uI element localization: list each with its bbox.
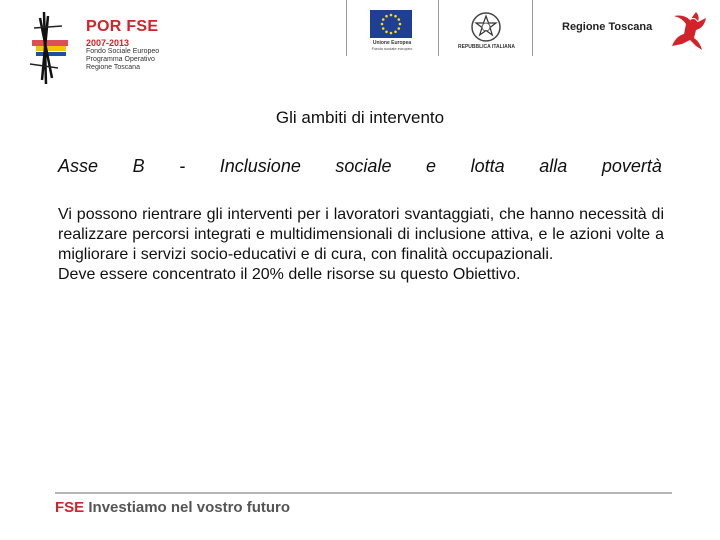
eu-label: Unione Europea (372, 40, 412, 46)
body-paragraph: Vi possono rientrare gli interventi per i lavoratori svantaggiati, che hanno necessità di realizzare percorsi integrati e multidimensionali di inclusione attiva, e le azioni volte a migliorare i servizi socio-educativi e di cura, con finalità occupazionali. (58, 206, 664, 263)
pegasus-icon (664, 6, 714, 56)
slide-subtitle (58, 156, 662, 177)
header-divider (532, 0, 533, 56)
por-line: Programma Operativo (86, 56, 155, 63)
body-paragraph: Deve essere concentrato il 20% delle risorse su questo Obiettivo. (58, 266, 521, 283)
por-line: Fondo Sociale Europeo (86, 48, 160, 55)
subtitle-word: povertà (601, 156, 662, 176)
por-line: Regione Toscana (86, 64, 140, 71)
subtitle-word: B (132, 156, 145, 176)
header-bar (0, 0, 720, 92)
subtitle-word: Asse (58, 156, 99, 176)
subtitle-word: - (179, 156, 186, 176)
footer (55, 499, 290, 516)
header-divider (346, 0, 347, 56)
eu-sublabel: Fondo sociale europeo (371, 46, 413, 51)
por-title: POR FSE (86, 18, 159, 35)
region-label: Regione Toscana (562, 21, 653, 33)
republic-block (458, 10, 514, 50)
footer-tagline: Investiamo nel vostro futuro (88, 499, 291, 516)
slide-title: Gli ambiti di intervento (275, 108, 445, 127)
por-years: 2007-2013 (86, 38, 130, 48)
footer-divider (55, 492, 672, 494)
subtitle-word: lotta (470, 156, 505, 176)
eu-block (370, 10, 414, 51)
header-divider (438, 0, 439, 56)
subtitle-word: alla (539, 156, 568, 176)
fse-brushstroke-logo-icon (22, 8, 86, 88)
italian-emblem-icon (469, 10, 503, 44)
footer-brand: FSE (55, 499, 85, 516)
republic-label: REPUBBLICA ITALIANA (458, 44, 515, 50)
subtitle-word: Inclusione (219, 156, 301, 176)
por-fse-block (86, 18, 159, 72)
subtitle-word: sociale (335, 156, 392, 176)
subtitle-word: e (426, 156, 437, 176)
eu-flag-icon (370, 10, 412, 38)
body-text (58, 205, 664, 285)
